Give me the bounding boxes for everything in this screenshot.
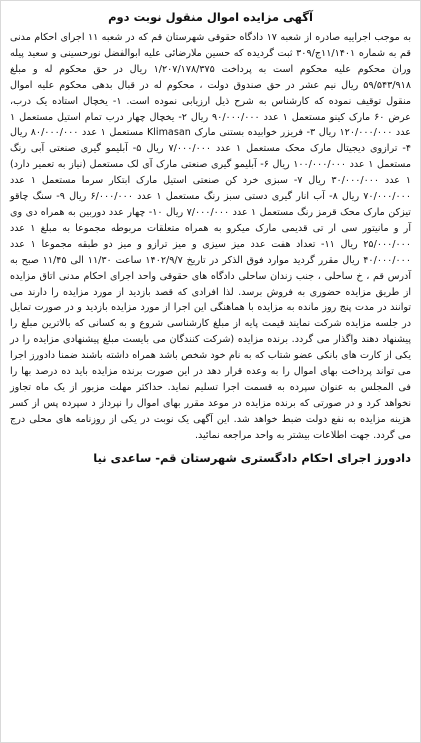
notice-body: به موجب اجراییه صادره از شعبه ۱۷ دادگاه حقوقی شهرستان قم که در شعبه ۱۱ اجرای احکام مدنی قم به شماره ۱۱/۱۴۰۱ج/۳۰۹ ثبت گردیده که حسین ملارضائی علیه ابوالفضل نورحسینی و سعید پیله وران محکوم علیه محکوم است به پرداخت ۱/۲۰۷/۱۷۸/۳۷۵ ریال در حق محکوم له و مبلغ ۵۹/۵۴۳/۹۱۸ ریال نیم عشر در حق صندوق دولت ، محکوم له در قبال بدهی محکوم علیه اموال منقول توقیف نموده که کارشناس به شرح ذیل ارزیابی نموده است. ۱- یخچال استاده یک درب، عرض ۶۰ مارک کینو مستعمل ۱ عدد ۹۰/۰۰۰/۰۰۰ ریال ۲- یخچال چهار درب تمام استیل مستعمل ۱ عدد ۱۲۰/۰۰۰/۰۰۰ ریال ۳- فریزر خوابیده بستنی مارک Klimasan مستعمل ۱ عدد ۸۰/۰۰۰/۰۰۰ ریال ۴- ترازوی دیجیتال مارک محک مستعمل ۱ عدد ۷/۰۰۰/۰۰۰ ریال ۵- آبلیمو گیری صنعتی آبی رنگ مستعمل ۱ عدد ۱۰۰/۰۰۰/۰۰۰ ریال ۶- آبلیمو گیری صنعتی مارک آی لک مستعمل (نیاز به تعمیر دارد) ۱ عدد ۳۰/۰۰۰/۰۰۰ ریال ۷- سبزی خرد کن صنعتی استیل مارک ابتکار سرما مستعمل ۱ عدد ۷۰/۰۰۰/۰۰۰ ریال ۸- آب انار گیری دستی سبز رنگ مستعمل ۱ عدد ۶/۰۰۰/۰۰۰ ریال ۹- سنگ چاقو تیزکن مارک محک قرمز رنگ مستعمل ۱ عدد ۷/۰۰۰/۰۰۰ ریال ۱۰- چهار عدد دوربین به همراه دی وی آر و مانیتور سی ار تی قدیمی مارک میکرو به همراه متعلقات مربوطه مجموعا به مبلغ ۱ عدد ۲۵/۰۰۰/۰۰۰ ریال ۱۱- تعداد هفت عدد میز سیزی و میز ترازو و میز دو طبقه مجموعا ۱ عدد ۴۰/۰۰۰/۰۰۰ ریال مقرر گردید موارد فوق الذکر در تاریخ ۱۴۰۲/۹/۷ ساعت ۱۱/۳۰ الی ۱۱/۴۵ صبح به آدرس قم ، خ ساحلی ، جنب زندان ساحلی دادگاه های حقوقی واحد اجرای احکام مدنی اتاق مزایده از طریق مزایده حضوری به فروش برسد. لذا افرادی که قصد بازدید از مورد مزایده را دارند می توانند در مدت پنج روز مانده به مزایده با هماهنگی این اجرا از مورد مزایده بازدید و در صورت تمایل در جلسه مزایده شرکت نمایند قیمت پایه از مبلغ کارشناسی شروع و به کسانی که بالاترین مبلغ را پیشنهاد دهند واگذار می گردد. برنده مزایده (شرکت کنندگان می بایست مبلغ پیشنهادی مزایده را در یکی از کارت های بانکی عضو شتاب که به نام خود شخص باشد همراه داشته باشند ضمنا دادورز اجرا می تواند پرداخت بهای اموال را به وعده قرار دهد در این صورت برنده مزایده باید ده درصد بها را فی المجلس به عنوان سپرده به قسمت اجرا تسلیم نماید. حداکثر مهلت مزبور از یک ماه تجاوز نخواهد کرد و در صورتی که برنده مزایده در موعد مقرر بهای اموال را نپرداز د سپرده پس از کسر هزینه مزایده به نفع دولت ضبط خواهد شد. این آگهی یک نوبت در یکی از روزنامه های محلی درج می گردد. جهت اطلاعات بیشتر به واحد مراجعه نمائید. — [10, 32, 411, 441]
notice-signature: دادورز اجرای احکام دادگستری شهرستان قم- ساعدی نیا — [93, 450, 411, 465]
notice-title: آگهی مزایده اموال منقول نوبت دوم — [108, 10, 313, 24]
